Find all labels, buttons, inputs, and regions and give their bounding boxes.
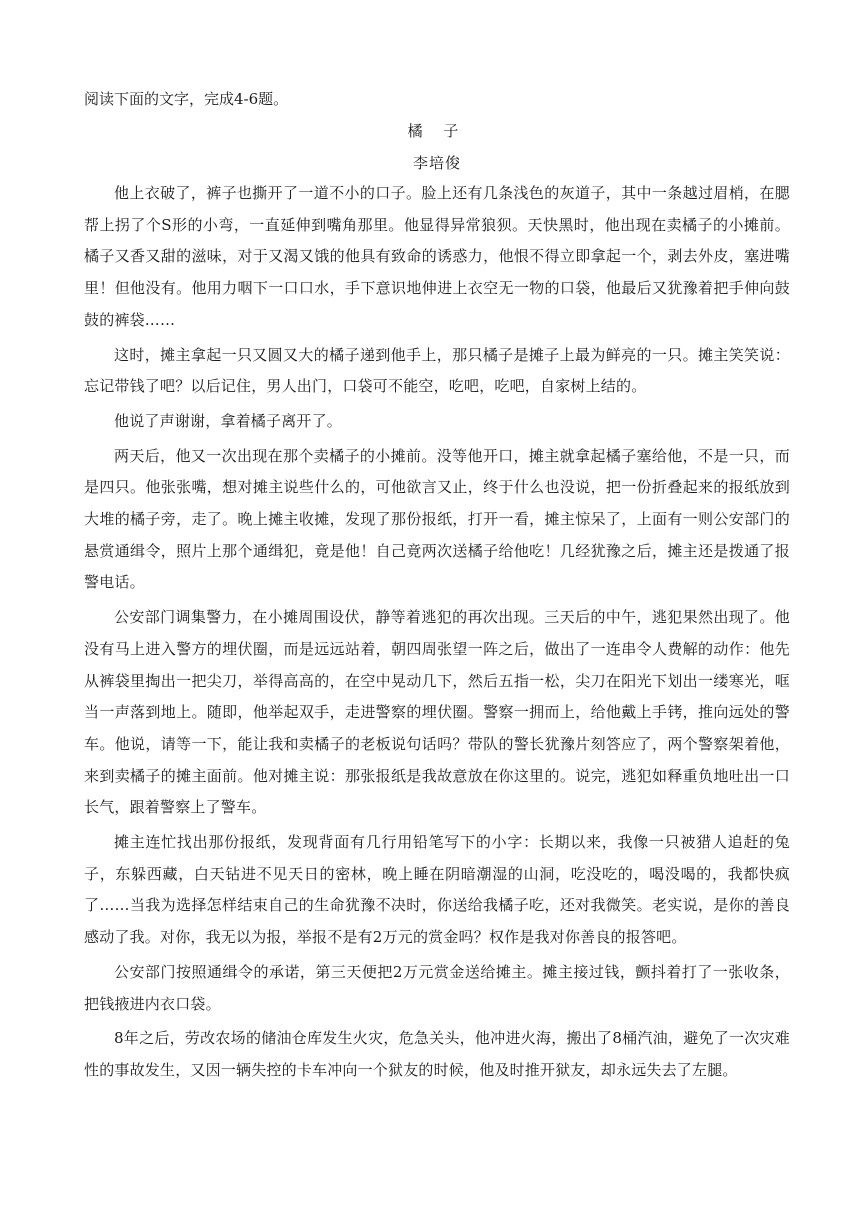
- paragraph-8: 8年之后，劳改农场的储油仓库发生火灾，危急关头，他冲进火海，搬出了8桶汽油，避免了一次灾难性的事故发生，又因一辆失控的卡车冲向一个狱友的时候，他及时推开狱友，却永远失去了左腿。: [84, 1029, 790, 1079]
- paragraph-6: 摊主连忙找出那份报纸，发现背面有几行用铅笔写下的小字：长期以来，我像一只被猎人追赶的兔子，东躲西藏，白天钻进不见天日的密林，晚上睡在阴暗潮湿的山洞，吃没吃的，喝没喝的，我都快疯了……当我为选择怎样结束自己的生命犹豫不决时，你送给我橘子吃，还对我微笑。老实说，是你的善良感动了我。对你，我无以为报，举报不是有2万元的赏金吗？权作是我对你善良的报答吧。: [84, 833, 790, 947]
- paragraph-7: 公安部门按照通缉令的承诺，第三天便把2万元赏金送给摊主。摊主接过钱，颤抖着打了一张收条，把钱掖进内衣口袋。: [84, 962, 790, 1013]
- document-page: [84, 84, 790, 1090]
- paragraph-1: 他上衣破了，裤子也撕开了一道不小的口子。脸上还有几条浅色的灰道子，其中一条越过眉梢，在腮帮上拐了个S形的小弯，一直延伸到嘴角那里。他显得异常狼狈。天快黑时，他出现在卖橘子的小摊前。橘子又香又甜的滋味，对于又渴又饿的他具有致命的诱惑力，他恨不得立即拿起一个，剥去外皮，塞进嘴里！但他没有。他用力咽下一口口水，手下意识地伸进上衣空无一物的口袋，他最后又犹豫着把手伸向鼓鼓的裤袋……: [84, 184, 790, 329]
- article-author: 李培俊: [412, 154, 461, 172]
- article-title: 橘 子: [407, 122, 467, 140]
- paragraph-2: 这时，摊主拿起一只又圆又大的橘子递到他手上，那只橘子是摊子上最为鲜亮的一只。摊主笑笑说：忘记带钱了吧？以后记住，男人出门，口袋可不能空，吃吧，吃吧，自家树上结的。: [84, 345, 790, 396]
- reading-instruction: 阅读下面的文字，完成4-6题。: [84, 90, 289, 108]
- paragraph-3: 他说了声谢谢，拿着橘子离开了。: [114, 411, 343, 430]
- paragraph-5: 公安部门调集警力，在小摊周围设伏，静等着逃犯的再次出现。三天后的中午，逃犯果然出现了。他没有马上进入警方的埋伏圈，而是远远站着，朝四周张望一阵之后，做出了一连串令人费解的动作：他先从裤袋里掏出一把尖刀，举得高高的，在空中晃动几下，然后五指一松，尖刀在阳光下划出一缕寒光，哐当一声落到地上。随即，他举起双手，走进警察的埋伏圈。警察一拥而上，给他戴上手铐，推向远处的警车。他说，请等一下，能让我和卖橘子的老板说句话吗？带队的警长犹豫片刻答应了，两个警察架着他，来到卖橘子的摊主面前。他对摊主说：那张报纸是我故意放在你这里的。说完，逃犯如释重负地吐出一口长气，跟着警察上了警车。: [84, 608, 790, 817]
- paragraph-4: 两天后，他又一次出现在那个卖橘子的小摊前。没等他开口，摊主就拿起橘子塞给他，不是一只，而是四只。他张张嘴，想对摊主说些什么的，可他欲言又止，终于什么也没说，把一份折叠起来的报纸放到大堆的橘子旁，走了。晚上摊主收摊，发现了那份报纸，打开一看，摊主惊呆了，上面有一则公安部门的悬赏通缉令，照片上那个通缉犯，竟是他！自己竟两次送橘子给他吃！几经犹豫之后，摊主还是拨通了报警电话。: [84, 446, 790, 592]
